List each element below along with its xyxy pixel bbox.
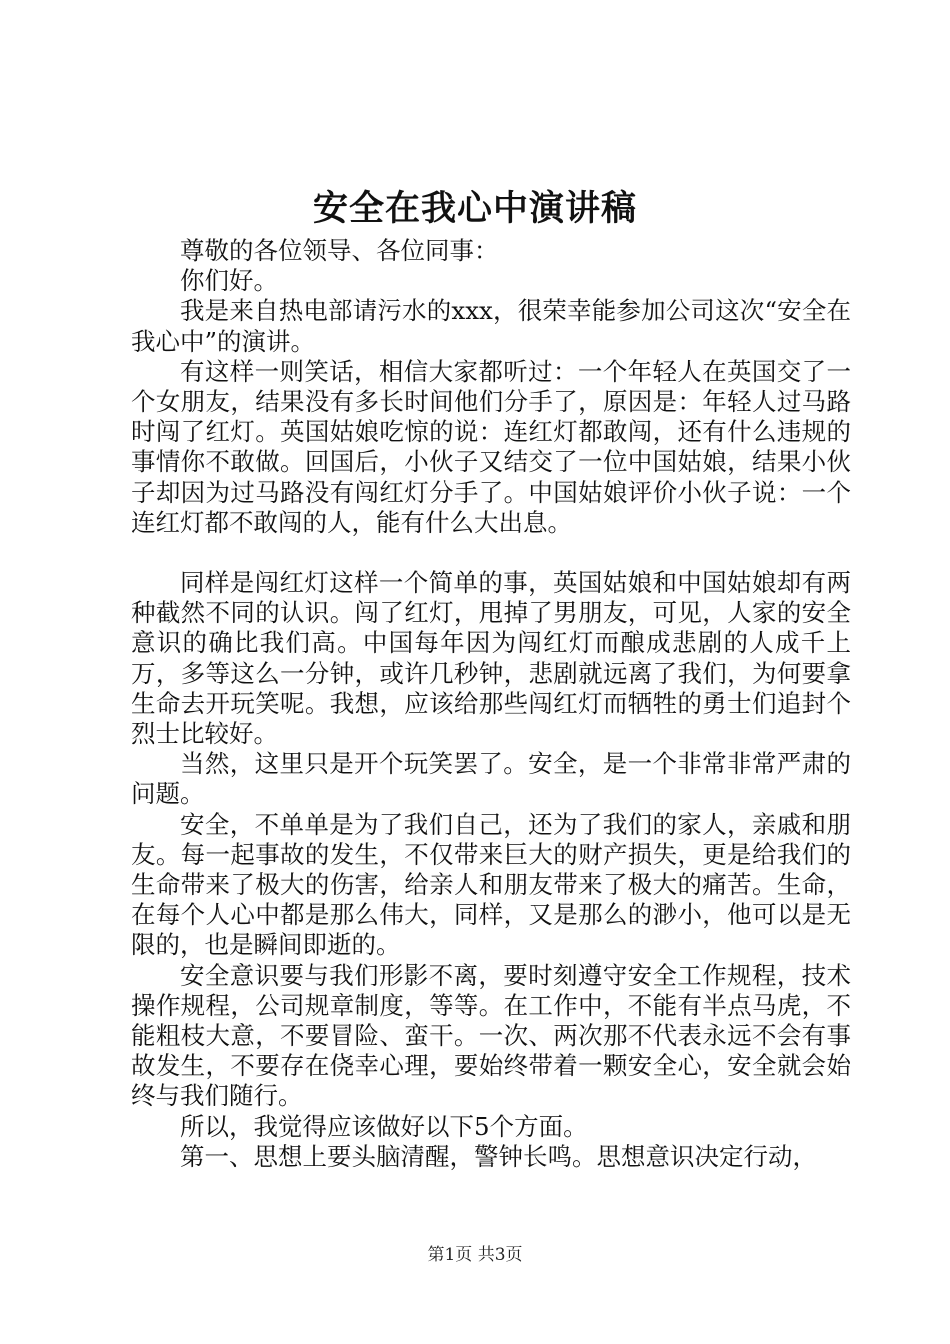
paragraph-comparison: 同样是闯红灯这样一个简单的事，英国姑娘和中国姑娘却有两种截然不同的认识。闯了红灯，甩掉了男朋友，可见，人家的安全意识的确比我们高。中国每年因为闯红灯而酿成悲剧的人成千上万，多等这么一分钟，或许几秒钟，悲剧就远离了我们，为何要拿生命去开玩笑呢。我想，应该给那些闯红灯而牺牲的勇士们追封个烈士比较好。: [131, 568, 851, 749]
paragraph-five-aspects: 所以，我觉得应该做好以下5个方面。: [180, 1111, 588, 1141]
document-title: 安全在我心中演讲稿: [312, 188, 637, 229]
paragraph-family: 安全，不单单是为了我们自己，还为了我们的家人，亲戚和朋友。每一起事故的发生，不仅带来巨大的财产损失，更是给我们的生命带来了极大的伤害，给亲人和朋友带来了极大的痛苦。生命，在每个人心中都是那么伟大，同样，又是那么的渺小，他可以是无限的，也是瞬间即逝的。: [131, 809, 851, 960]
paragraph-joke: 有这样一则笑话，相信大家都听过：一个年轻人在英国交了一个女朋友，结果没有多长时间他们分手了，原因是：年轻人过马路时闯了红灯。英国姑娘吃惊的说：连红灯都敢闯，还有什么违规的事情你不敢做。回国后，小伙子又结交了一位中国姑娘，结果小伙子却因为过马路没有闯红灯分手了。中国姑娘评价小伙子说：一个连红灯都不敢闯的人，能有什么大出息。: [131, 356, 851, 537]
paragraph-awareness: 安全意识要与我们形影不离，要时刻遵守安全工作规程，技术操作规程，公司规章制度，等等。在工作中，不能有半点马虎，不能粗枝大意，不要冒险、蛮干。一次、两次那不代表永远不会有事故发生，不要存在侥幸心理，要始终带着一颗安全心，安全就会始终与我们随行。: [131, 960, 851, 1111]
paragraph-salutation: 尊敬的各位领导、各位同事：: [180, 236, 499, 265]
page-footer: 第1页 共3页: [427, 1245, 523, 1265]
paragraph-introduction: 我是来自热电部请污水的xxx，很荣幸能参加公司这次“安全在我心中”的演讲。: [131, 296, 851, 356]
paragraph-first-aspect: 第一、思想上要头脑清醒，警钟长鸣。思想意识决定行动，: [180, 1141, 817, 1171]
paragraph-serious: 当然，这里只是开个玩笑罢了。安全，是一个非常非常严肃的问题。: [131, 749, 851, 809]
document-body: [131, 236, 851, 1172]
paragraph-greeting: 你们好。: [180, 266, 278, 296]
